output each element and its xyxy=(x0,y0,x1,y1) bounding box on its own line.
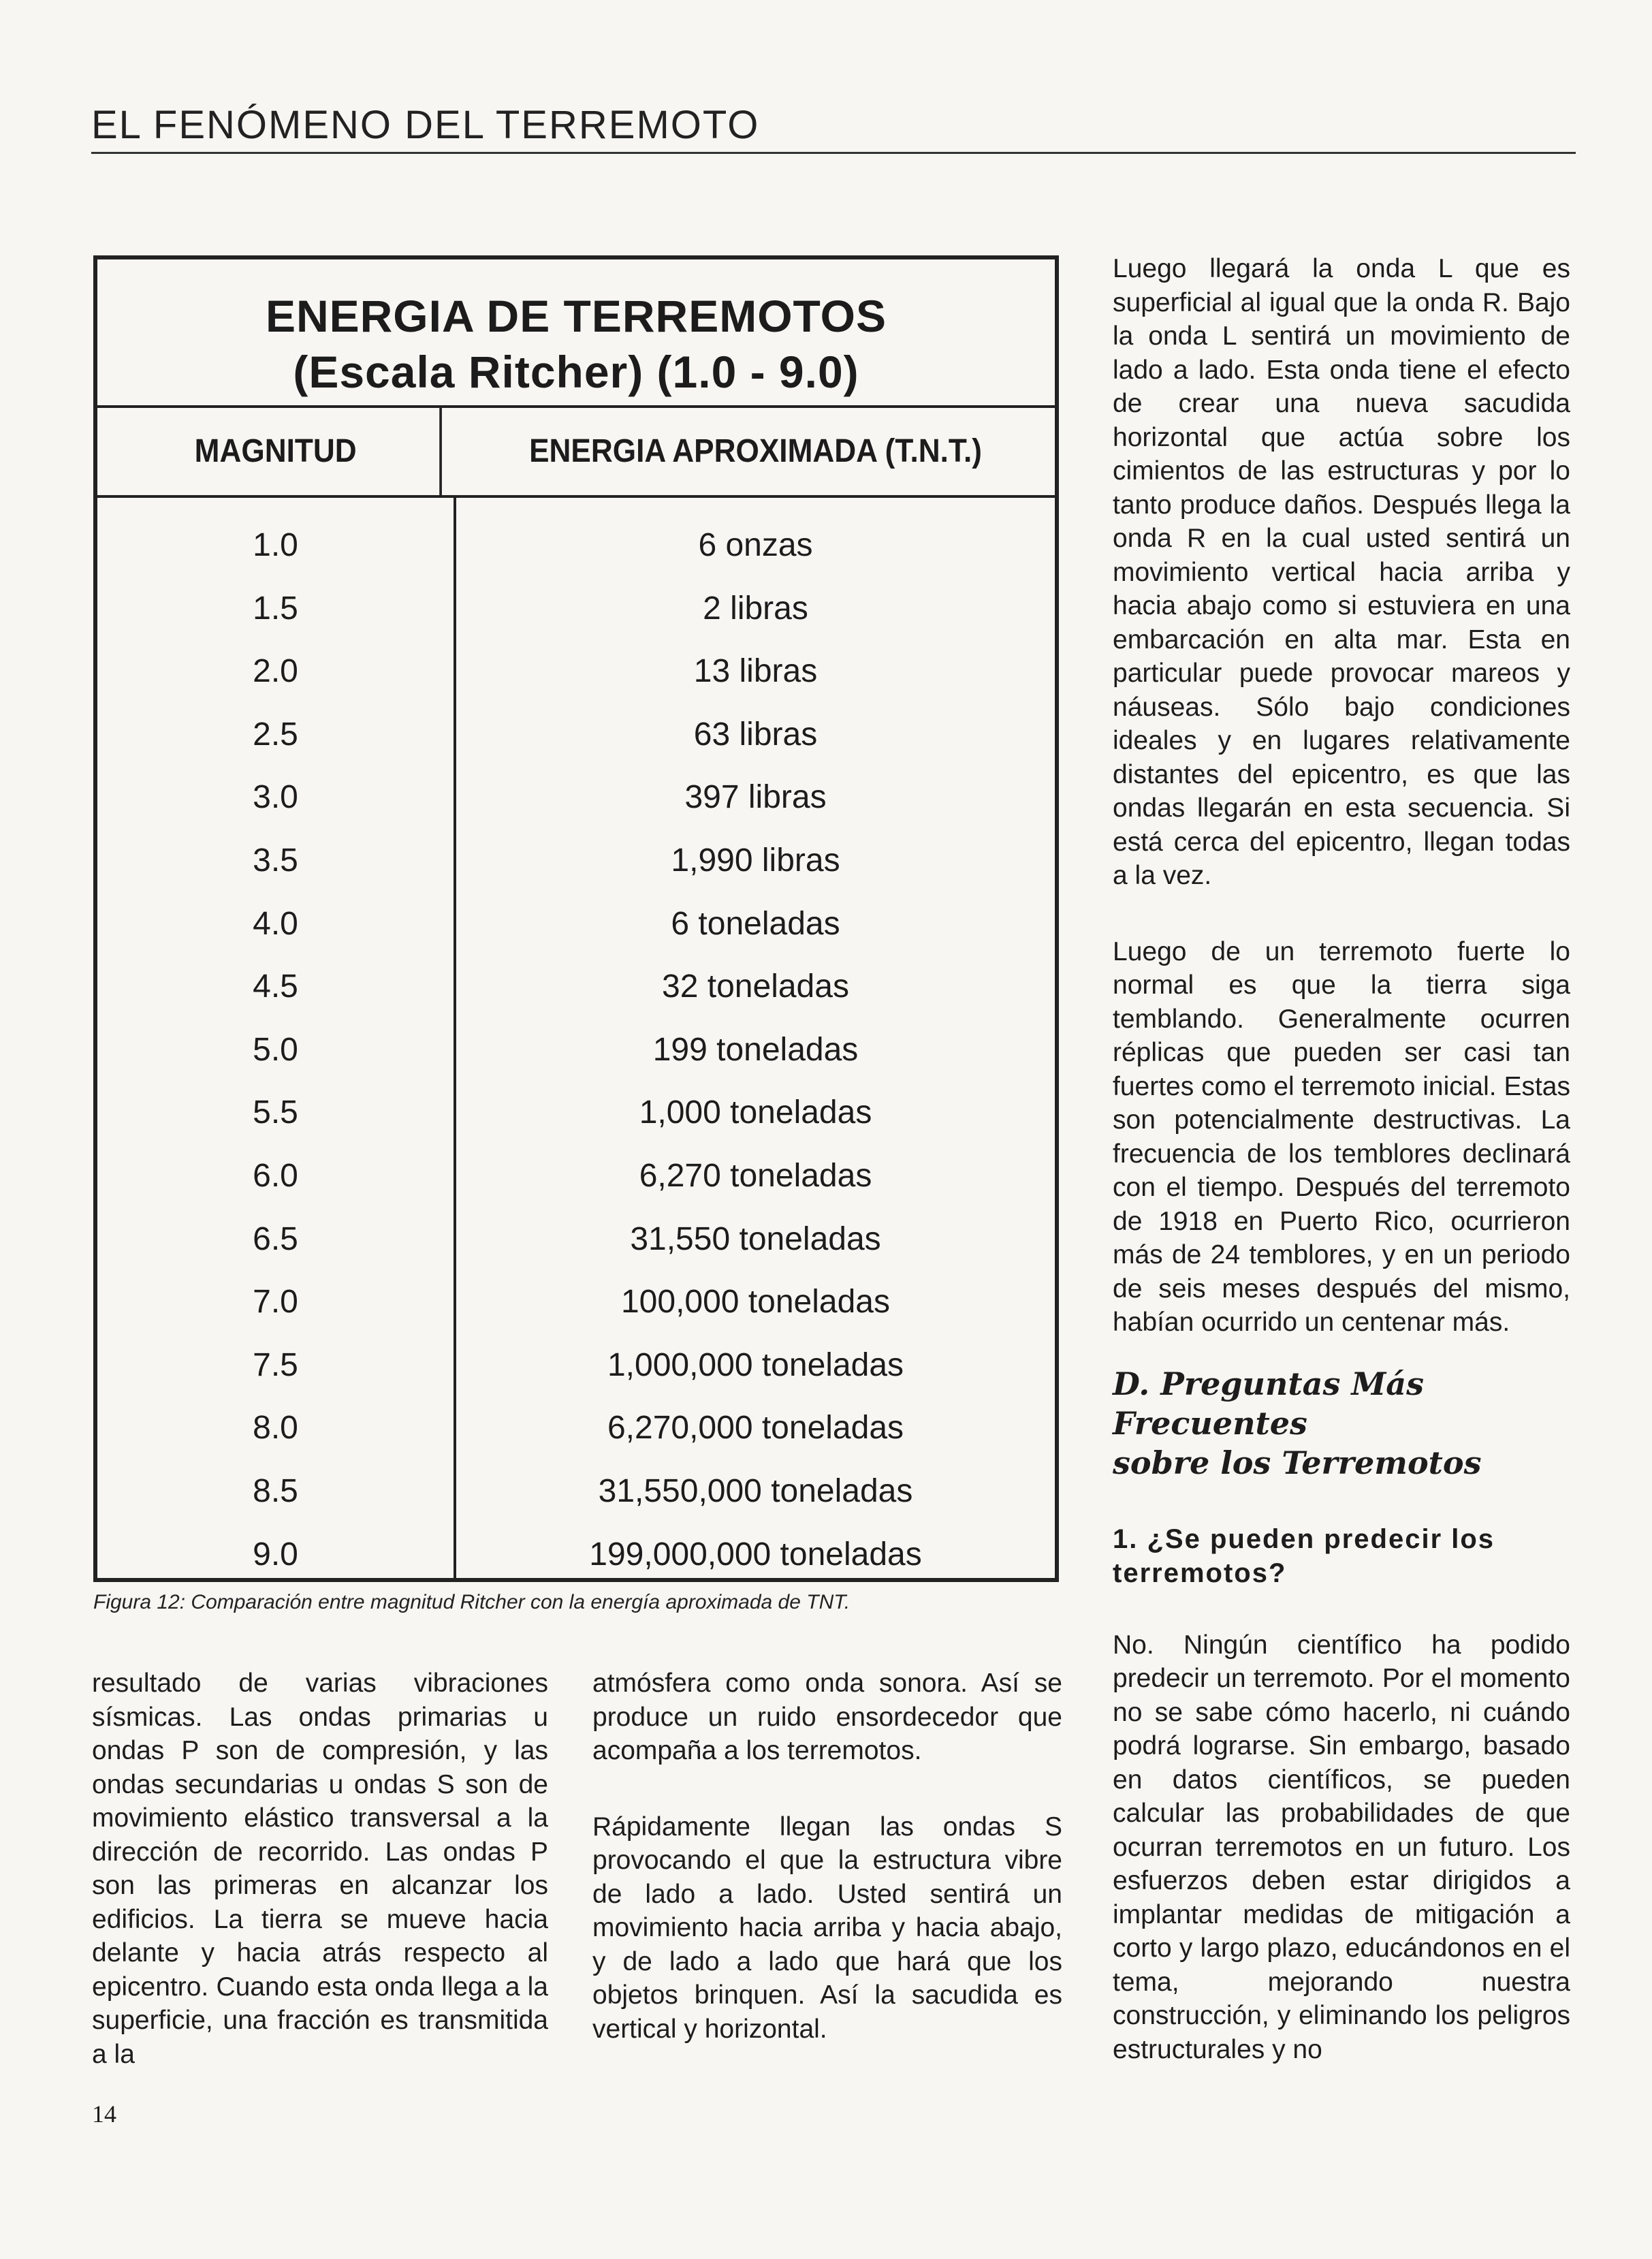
table-title-line2: (Escala Ritcher) (1.0 - 9.0) xyxy=(293,347,859,397)
paragraph: Rápidamente llegan las ondas S provocando el que la estructura vibre de lado a lado. Usted sentirá un movimiento hacia arriba y hacia abajo, y de lado a lado que hará que los objetos brinquen. Así la sacudida es vertical y horizontal. xyxy=(592,1812,1062,2044)
magnitude-cell: 7.0 xyxy=(253,1284,298,1321)
magnitude-cell: 4.0 xyxy=(253,905,298,942)
energy-table xyxy=(93,255,1059,1582)
magnitude-cell: 9.0 xyxy=(253,1536,298,1573)
energy-cell: 6 toneladas xyxy=(671,905,840,942)
magnitude-cell: 4.5 xyxy=(253,968,298,1005)
table-body xyxy=(97,498,1055,1578)
energy-cell: 6,270 toneladas xyxy=(639,1157,872,1194)
section-title-line2: sobre los Terremotos xyxy=(1113,1444,1482,1481)
magnitude-cell: 1.0 xyxy=(253,527,298,563)
table-title-line1: ENERGIA DE TERREMOTOS xyxy=(265,291,887,341)
energy-cell: 397 libras xyxy=(684,779,827,816)
question-heading: 1. ¿Se pueden predecir los terremotos? xyxy=(1113,1523,1495,1588)
energy-cell: 199,000,000 toneladas xyxy=(589,1536,922,1573)
energy-cell: 100,000 toneladas xyxy=(620,1284,890,1321)
magnitude-cell: 8.0 xyxy=(253,1410,298,1447)
page-number: 14 xyxy=(92,2100,116,2128)
magnitude-cell: 3.0 xyxy=(253,779,298,816)
energy-cell: 1,000 toneladas xyxy=(639,1094,872,1131)
magnitude-cell: 2.5 xyxy=(253,716,298,753)
magnitude-cell: 3.5 xyxy=(253,842,298,879)
section-title-line1: D. Preguntas Más Frecuentes xyxy=(1113,1365,1425,1442)
column-header-energy: ENERGIA APROXIMADA (T.N.T.) xyxy=(529,433,982,469)
energy-cell: 13 libras xyxy=(693,653,818,690)
section-title xyxy=(1113,1364,1570,1483)
magnitude-cell: 6.5 xyxy=(253,1220,298,1257)
energy-cell: 1,000,000 toneladas xyxy=(607,1346,904,1383)
energy-cell: 1,990 libras xyxy=(671,842,840,879)
magnitude-cell: 2.0 xyxy=(253,653,298,690)
energy-cell: 32 toneladas xyxy=(662,968,849,1005)
paragraph: resultado de varias vibraciones sísmicas. Las ondas primarias u ondas P son de compresión, y las ondas secundarias u ondas S son de movimiento elástico transversal a la dirección de recorrido. Las ondas P son las primeras en alcanzar los edificios. La tierra se mueve hacia delante y hacia atrás respecto al epicentro. Cuando esta onda llega a la superficie, una fracción es transmitida a la xyxy=(92,1669,548,2069)
paragraph: Luego de un terremoto fuerte lo normal es que la tierra siga temblando. Generalmente ocurren réplicas que pueden ser casi tan fuertes como el terremoto inicial. Estas son potencialmente destructivas. La frecuencia de los temblores declinará con el tiempo. Después del terremoto de 1918 en Puerto Rico, ocurrieron más de 24 temblores, y en un periodo de seis meses después del mismo, habían ocurrido un centenar más. xyxy=(1113,936,1570,1337)
table-header-row xyxy=(97,408,1055,498)
table-title xyxy=(97,259,1055,408)
magnitude-column xyxy=(97,498,456,1578)
magnitude-cell: 5.0 xyxy=(253,1031,298,1068)
energy-cell: 6,270,000 toneladas xyxy=(607,1410,904,1447)
text-column-1 xyxy=(92,1666,548,2071)
column-header-magnitude: MAGNITUD xyxy=(112,408,442,495)
energy-cell: 31,550 toneladas xyxy=(630,1220,881,1257)
energy-column xyxy=(456,498,1055,1578)
energy-cell: 199 toneladas xyxy=(652,1031,859,1068)
magnitude-cell: 7.5 xyxy=(253,1346,298,1383)
magnitude-cell: 6.0 xyxy=(253,1157,298,1194)
paragraph: atmósfera como onda sonora. Así se produce un ruido ensordecedor que acompaña a los terremotos. xyxy=(592,1669,1062,1765)
energy-cell: 31,550,000 toneladas xyxy=(598,1472,913,1509)
text-column-3 xyxy=(1113,252,1570,2066)
magnitude-cell: 8.5 xyxy=(253,1472,298,1509)
paragraph: Luego llegará la onda L que es superficial al igual que la onda R. Bajo la onda L sentirá un movimiento de lado a lado. Esta onda tiene el efecto de crear una nueva sacudida horizontal que actúa sobre los cimientos de las estructuras y por lo tanto produce daños. Después llega la onda R en la cual usted sentirá un movimiento vertical hacia arriba y hacia abajo como si estuviera en una embarcación en alta mar. Esta en particular puede provocar mareos y náuseas. Sólo bajo condiciones ideales y en lugares relativamente distantes del epicentro, es que las ondas llegarán en esta secuencia. Si está cerca del epicentro, llegan todas a la vez. xyxy=(1113,254,1570,890)
text-column-2 xyxy=(592,1666,1062,2046)
magnitude-cell: 5.5 xyxy=(253,1094,298,1131)
figure-caption: Figura 12: Comparación entre magnitud Ritcher con la energía aproximada de TNT. xyxy=(93,1591,851,1613)
magnitude-cell: 1.5 xyxy=(253,590,298,627)
energy-cell: 63 libras xyxy=(693,716,818,753)
running-header: EL FENÓMENO DEL TERREMOTO xyxy=(91,102,1576,154)
paragraph: No. Ningún científico ha podido predecir un terremoto. Por el momento no se sabe cómo hacerlo, ni cuándo podrá lograrse. Sin embargo, basado en datos científicos, se pueden calcular las probabilidades de que ocurran terremotos en un futuro. Los esfuerzos deben estar dirigidos a implantar medidas de mitigación a corto y largo plazo, educándonos en el tema, mejorando nuestra construcción, y eliminando los peligros estructurales y no xyxy=(1113,1630,1570,2064)
energy-cell: 6 onzas xyxy=(698,527,813,563)
energy-cell: 2 libras xyxy=(703,590,808,627)
